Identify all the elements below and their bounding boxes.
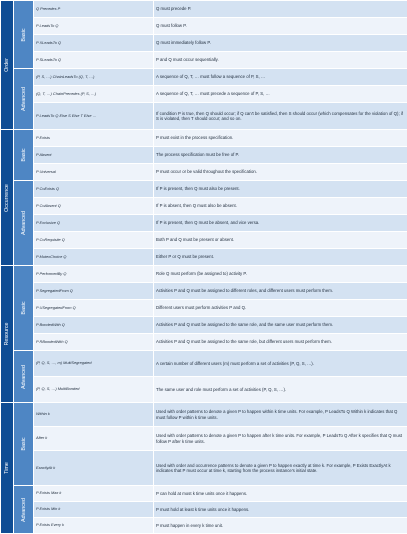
table-row — [1, 147, 407, 164]
category-label: Occurrence — [4, 184, 10, 212]
pattern-cell: ExactlyAt k — [34, 451, 154, 486]
category-label: Order — [4, 58, 10, 72]
table-row — [1, 334, 407, 351]
pattern-cell: P MutexChoice Q — [34, 249, 154, 266]
description-cell: A sequence of Q, T, … must precede a sequence of P, S, … — [154, 86, 407, 103]
subgroup-label: Basic — [21, 437, 27, 450]
subgroup-cell — [14, 1, 34, 69]
table-row — [1, 427, 407, 451]
category-cell — [1, 266, 14, 403]
description-cell: Different users must perform activities P and Q. — [154, 300, 407, 317]
description-cell: The process specification must be free of P. — [154, 147, 407, 164]
description-cell: A sequence of Q, T, … must follow a sequence of P, S, … — [154, 69, 407, 86]
description-cell: Used with order patterns to denote a given P to happen within k time units. For example, P LeadsTo Q Within k indicates that Q must follow P within k time units. — [154, 403, 407, 427]
subgroup-label: Basic — [21, 28, 27, 41]
table-row — [1, 377, 407, 403]
description-cell: Q must follow P. — [154, 18, 407, 35]
subgroup-cell — [14, 266, 34, 351]
pattern-cell: P SegregatedFrom Q — [34, 283, 154, 300]
subgroup-cell — [14, 130, 34, 181]
description-cell: The same user and role must perform a set of activities (P, Q, S, …). — [154, 377, 407, 403]
description-cell: If condition P is true, then Q should occur; if Q can't be satisfied, then S should occur (which compensates for the violation of Q); if S is violated, then T should occur; and so on. — [154, 103, 407, 130]
subgroup-cell — [14, 69, 34, 130]
pattern-cell: (P, S, …) ChainLeadsTo (Q, T, …) — [34, 69, 154, 86]
pattern-cell: P Exists Max k — [34, 486, 154, 502]
table-row — [1, 1, 407, 18]
description-cell: Used with order patterns to denote a given P to happen after k time units. For example, P LeadsTo Q After k specifies that Q must follow P after k time units. — [154, 427, 407, 451]
pattern-cell: P LeadsTo Q — [34, 18, 154, 35]
pattern-cell: (P, Q, S, …, m) MultiSegregated — [34, 351, 154, 377]
table-row — [1, 86, 407, 103]
category-label: Time — [4, 462, 10, 474]
category-cell — [1, 1, 14, 130]
category-label: Resource — [4, 322, 10, 345]
description-cell: A certain number of different users (m) must perform a set of activities (P, Q, S, …). — [154, 351, 407, 377]
pattern-cell: P Absent — [34, 147, 154, 164]
category-cell — [1, 130, 14, 266]
table-row — [1, 518, 407, 534]
description-cell: If P is present, then Q must also be present. — [154, 181, 407, 198]
table-row — [1, 52, 407, 69]
table-row — [1, 249, 407, 266]
subgroup-label: Advanced — [21, 87, 27, 111]
description-cell: P and Q must occur sequentially. — [154, 52, 407, 69]
pattern-cell: P CoExists Q — [34, 181, 154, 198]
subgroup-cell — [14, 351, 34, 403]
subgroup-label: Advanced — [21, 211, 27, 235]
table-row — [1, 164, 407, 181]
table-row — [1, 18, 407, 35]
description-cell: Both P and Q must be present or absent. — [154, 232, 407, 249]
table-row — [1, 69, 407, 86]
table-row — [1, 35, 407, 52]
table-row — [1, 198, 407, 215]
description-cell: Either P or Q must be present. — [154, 249, 407, 266]
pattern-cell: After k — [34, 427, 154, 451]
table-row — [1, 351, 407, 377]
pattern-cell: P BondedWith Q — [34, 317, 154, 334]
subgroup-cell — [14, 181, 34, 266]
pattern-cell: P XLeadsTo Q — [34, 35, 154, 52]
pattern-cell: P Exists — [34, 130, 154, 147]
description-cell: If P is absent, then Q must also be absent. — [154, 198, 407, 215]
table-row — [1, 130, 407, 147]
pattern-cell: P Universal — [34, 164, 154, 181]
subgroup-label: Basic — [21, 148, 27, 161]
pattern-cell: P PerformedBy Q — [34, 266, 154, 283]
description-cell: Activities P and Q must be assigned to different roles, and different users must perform them. — [154, 283, 407, 300]
pattern-cell: (P, Q, S, …) MultiBonded — [34, 377, 154, 403]
pattern-cell: P LeadsTo Q Else S Else T Else … — [34, 103, 154, 130]
pattern-cell: P SLeadsTo Q — [34, 52, 154, 69]
table-row — [1, 266, 407, 283]
pattern-cell: (Q, T, …) ChainPrecedes (P, S, …) — [34, 86, 154, 103]
description-cell: Role Q must perform (be assigned to) activity P. — [154, 266, 407, 283]
table-row — [1, 283, 407, 300]
subgroup-label: Advanced — [21, 365, 27, 389]
description-cell: Used with order and occurrence patterns to denote a given P to happen exactly at time k. For example, P Exists ExactlyAt k indicates that P must occur at time k, starting from the process instance's initial state. — [154, 451, 407, 486]
table-row — [1, 403, 407, 427]
description-cell: P must happen in every k time unit. — [154, 518, 407, 534]
subgroup-cell — [14, 486, 34, 534]
pattern-cell: Within k — [34, 403, 154, 427]
pattern-cell: P Exists Min k — [34, 502, 154, 518]
table-row — [1, 300, 407, 317]
pattern-cell: P RBondedWith Q — [34, 334, 154, 351]
description-cell: P must exist in the process specification. — [154, 130, 407, 147]
description-cell: P can hold at most k time units once it happens. — [154, 486, 407, 502]
table-row — [1, 103, 407, 130]
table-row — [1, 317, 407, 334]
pattern-cell: P CoAbsent Q — [34, 198, 154, 215]
table-row — [1, 502, 407, 518]
description-cell: Activities P and Q must be assigned to the same role, but different users must perform them. — [154, 334, 407, 351]
pattern-cell: P Exists Every k — [34, 518, 154, 534]
description-cell: Activities P and Q must be assigned to the same role, and the same user must perform them. — [154, 317, 407, 334]
category-cell — [1, 403, 14, 534]
subgroup-label: Advanced — [21, 498, 27, 522]
description-cell: P must hold at least k time units once it happens. — [154, 502, 407, 518]
pattern-cell: Q Precedes P — [34, 1, 154, 18]
table-row — [1, 181, 407, 198]
table-row — [1, 232, 407, 249]
description-cell: If P is present, then Q must be absent, and vice versa. — [154, 215, 407, 232]
table-row — [1, 451, 407, 486]
pattern-cell: P Exclusive Q — [34, 215, 154, 232]
description-cell: Q must precede P. — [154, 1, 407, 18]
description-cell: Q must immediately follow P. — [154, 35, 407, 52]
pattern-cell: P USegregatedFrom Q — [34, 300, 154, 317]
pattern-cell: P CoRequisite Q — [34, 232, 154, 249]
table-row — [1, 215, 407, 232]
subgroup-label: Basic — [21, 301, 27, 314]
subgroup-cell — [14, 403, 34, 486]
description-cell: P must occur or be valid throughout the specification. — [154, 164, 407, 181]
